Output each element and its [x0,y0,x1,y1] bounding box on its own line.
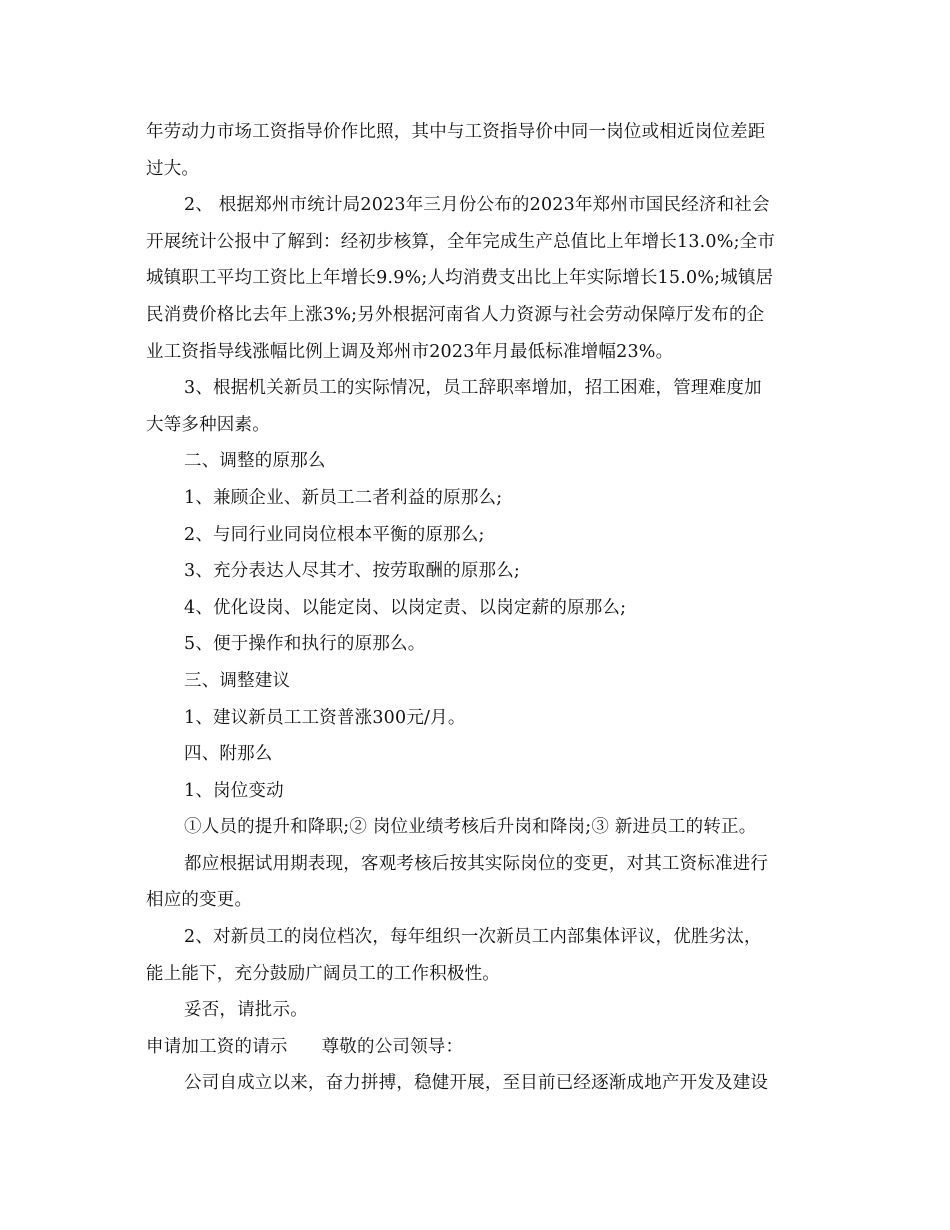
list-item: 1、兼顾企业、新员工二者利益的原那么; [184,487,503,508]
list-item: 3、充分表达人尽其才、按劳取酬的原那么; [184,561,521,582]
text-line: 妥否，请批示。 [184,1000,308,1021]
text-line: 开展统计公报中了解到：经初步核算，全年完成生产总值比上年增长13.0%;全市 [146,231,776,252]
text-line: 2、 根据郑州市统计局2023年三月份公布的2023年郑州市国民经济和社会 [184,195,770,216]
text-line: ①人员的提升和降职;② 岗位业绩考核后升岗和降岗;③ 新进员工的转正。 [184,817,757,838]
text-line: 2、对新员工的岗位档次，每年组织一次新员工内部集体评议，优胜劣汰， [184,927,762,948]
list-item: 4、优化设岗、以能定岗、以岗定责、以岗定薪的原那么; [184,597,627,618]
section-heading: 三、调整建议 [184,670,291,691]
section-heading: 二、调整的原那么 [184,451,326,472]
text-line: 业工资指导线涨幅比例上调及郑州市2023年月最低标准增幅23%。 [146,341,674,362]
text-line: 都应根据试用期表现，客观考核后按其实际岗位的变更，对其工资标准进行 [184,853,769,874]
letter-title: 申请加工资的请示 [146,1036,288,1057]
section-heading: 四、附那么 [184,744,273,765]
list-item: 1、建议新员工工资普涨300元/月。 [184,707,466,728]
letter-heading-line [146,1029,806,1066]
list-item: 5、便于操作和执行的原那么。 [184,634,426,655]
text-line: 3、根据机关新员工的实际情况，员工辞职率增加，招工困难，管理难度加 [184,378,762,399]
list-item: 1、岗位变动 [184,780,284,801]
list-item: 2、与同行业同岗位根本平衡的原那么; [184,524,485,545]
document-page [146,114,806,1102]
letter-salutation: 尊敬的公司领导： [321,1036,464,1057]
text-line: 城镇职工平均工资比上年增长9.9%;人均消费支出比上年实际增长15.0%;城镇居 [146,268,774,289]
text-line: 大等多种因素。 [146,414,270,435]
text-line: 年劳动力市场工资指导价作比照，其中与工资指导价中同一岗位或相近岗位差距 [146,122,766,142]
text-line: 过大。 [146,158,200,179]
text-line: 能上能下，充分鼓励广阔员工的工作积极性。 [146,963,500,984]
text-line: 公司自成立以来，奋力拼搏，稳健开展，至目前已经逐渐成地产开发及建设 [184,1073,769,1094]
text-line: 相应的变更。 [146,890,253,911]
text-line: 民消费价格比去年上涨3%;另外根据河南省人力资源与社会劳动保障厅发布的企 [146,304,765,325]
